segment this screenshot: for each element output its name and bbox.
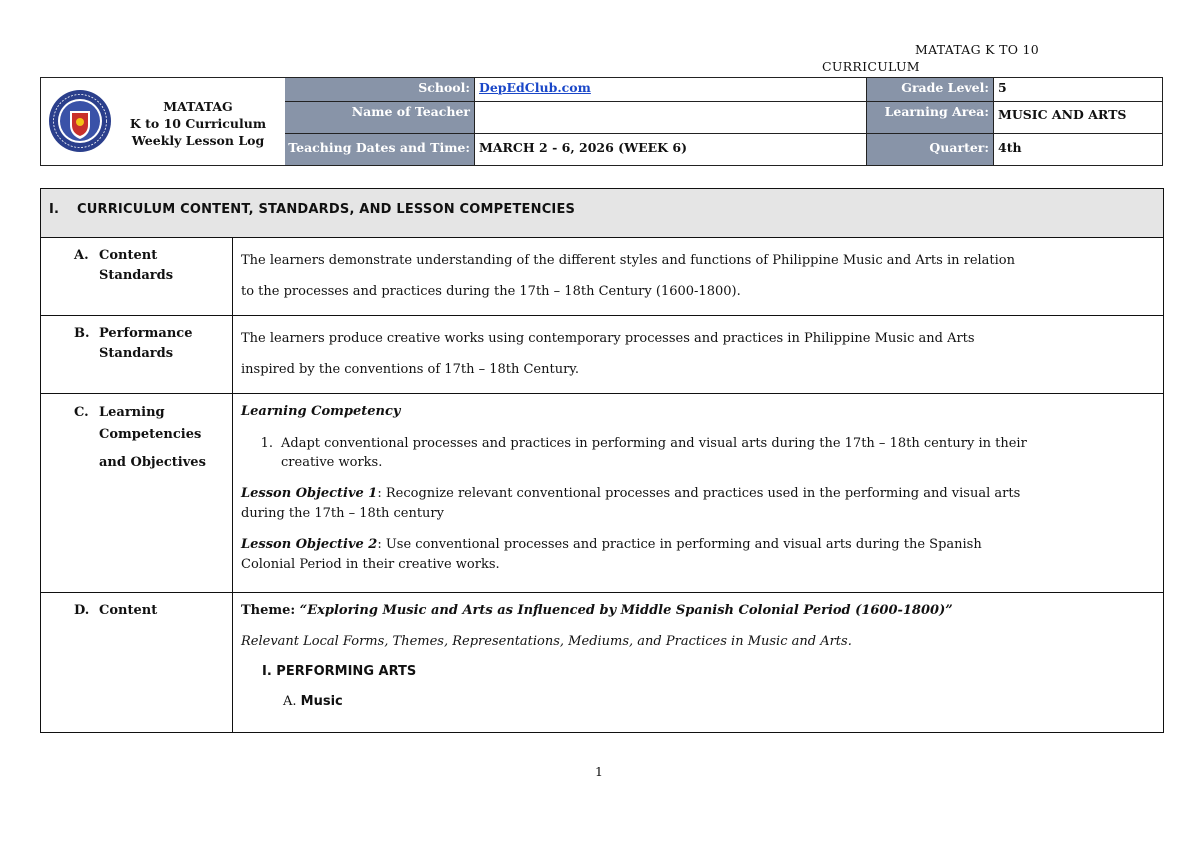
row-c-letter: C. [74, 405, 89, 420]
music-label: Music [300, 694, 343, 709]
page-number: 1 [595, 764, 603, 779]
teacher-label: Name of Teacher [285, 102, 475, 133]
objective-2-label: Lesson Objective 2 [241, 537, 378, 552]
section-heading [41, 189, 1163, 238]
deped-seal-icon [48, 89, 112, 153]
row-b-letter: B. [74, 326, 90, 341]
row-d-text [233, 593, 1163, 732]
row-performance-standards [41, 316, 1163, 394]
row-a-text-2: to the processes and practices during the 17th – 18th Century (1600-1800). [241, 284, 741, 299]
learning-area-value: MUSIC AND ARTS [998, 107, 1127, 122]
row-a-text-1: The learners demonstrate understanding of the different styles and functions of Philippine Music and Arts in relation [241, 253, 1016, 268]
logo-line-2: K to 10 Curriculum [129, 116, 267, 131]
objective-1-text-1: : Recognize relevant conventional processes and practices used in the performing and visual arts [377, 486, 1021, 501]
row-a-label [41, 238, 233, 315]
grade-level-label: Grade Level: [867, 78, 994, 101]
competency-text-1: Adapt conventional processes and practices in performing and visual arts during the 17th – 18th century in their [281, 436, 1027, 451]
section-number: I. [49, 202, 60, 217]
competency-text [281, 434, 1155, 472]
dates-value: MARCH 2 - 6, 2026 (WEEK 6) [475, 134, 867, 165]
row-c-text [233, 394, 1163, 592]
section-title: CURRICULUM CONTENT, STANDARDS, AND LESSON COMPETENCIES [77, 202, 576, 217]
row-a-label-2: Standards [99, 268, 174, 283]
objective-2-text-2: Colonial Period in their creative works. [241, 557, 500, 572]
theme-text: “Exploring Music and Arts as Influenced by Middle Spanish Colonial Period (1600-1800)” [299, 603, 953, 618]
competency-number: 1. [260, 436, 273, 451]
row-d-label-1: Content [99, 603, 158, 618]
theme-label: Theme: [241, 603, 300, 618]
grade-level-value: 5 [998, 80, 1007, 95]
row-d-label [41, 593, 233, 732]
quarter-label: Quarter: [867, 134, 994, 165]
objective-1-label: Lesson Objective 1 [241, 486, 378, 501]
relevant-forms: Relevant Local Forms, Themes, Representations, Mediums, and Practices in Music and Arts. [241, 634, 852, 649]
logo-line-3: Weekly Lesson Log [131, 133, 265, 148]
row-learning-competencies [41, 394, 1163, 593]
dates-label: Teaching Dates and Time: [285, 134, 475, 165]
row-c-label [41, 394, 233, 592]
objective-2-text-1: : Use conventional processes and practice in performing and visual arts during the Spanish [377, 537, 982, 552]
logo-title [113, 98, 283, 149]
teacher-value [475, 102, 867, 133]
row-content [41, 593, 1163, 732]
row-b-label-1: Performance [99, 326, 193, 341]
row-c-label-2: Competencies [99, 427, 202, 442]
row-c-label-1: Learning [99, 405, 165, 420]
school-value [475, 78, 867, 101]
row-b-text-2: inspired by the conventions of 17th – 18th Century. [241, 362, 580, 377]
row-c-label-3: and Objectives [99, 455, 206, 470]
quarter-value: 4th [998, 140, 1022, 155]
row-a-label-1: Content [99, 248, 158, 263]
school-link[interactable]: DepEdClub.com [479, 80, 591, 95]
row-a-letter: A. [74, 248, 89, 263]
competency-text-2: creative works. [281, 455, 383, 470]
learning-area-label: Learning Area: [867, 102, 994, 133]
row-content-standards [41, 238, 1163, 316]
row-b-label-2: Standards [99, 346, 174, 361]
header-table [40, 77, 1163, 166]
competency-item [241, 434, 1155, 472]
school-label: School: [285, 78, 475, 101]
top-note-line1: MATATAG K TO 10 [915, 42, 1040, 57]
logo-cell [41, 78, 286, 165]
top-note-line2: CURRICULUM [822, 59, 920, 74]
header-row-school [285, 78, 1162, 102]
header-row-teacher [285, 102, 1162, 134]
performing-arts-heading: I. PERFORMING ARTS [262, 664, 417, 679]
music-letter: A. [283, 694, 297, 709]
logo-line-1: MATATAG [163, 99, 233, 114]
header-row-dates [285, 134, 1162, 165]
row-a-text [233, 238, 1163, 315]
row-b-label [41, 316, 233, 393]
objective-1-text-2: during the 17th – 18th century [241, 506, 444, 521]
theme-line [241, 601, 1155, 621]
objective-1 [241, 484, 1155, 524]
row-d-letter: D. [74, 603, 90, 618]
row-b-text-1: The learners produce creative works using contemporary processes and practices in Philippine Music and Arts [241, 331, 975, 346]
row-b-text [233, 316, 1163, 393]
music-item [241, 692, 1155, 712]
objective-2 [241, 535, 1155, 575]
competency-heading: Learning Competency [241, 404, 401, 419]
curriculum-table [40, 188, 1164, 733]
